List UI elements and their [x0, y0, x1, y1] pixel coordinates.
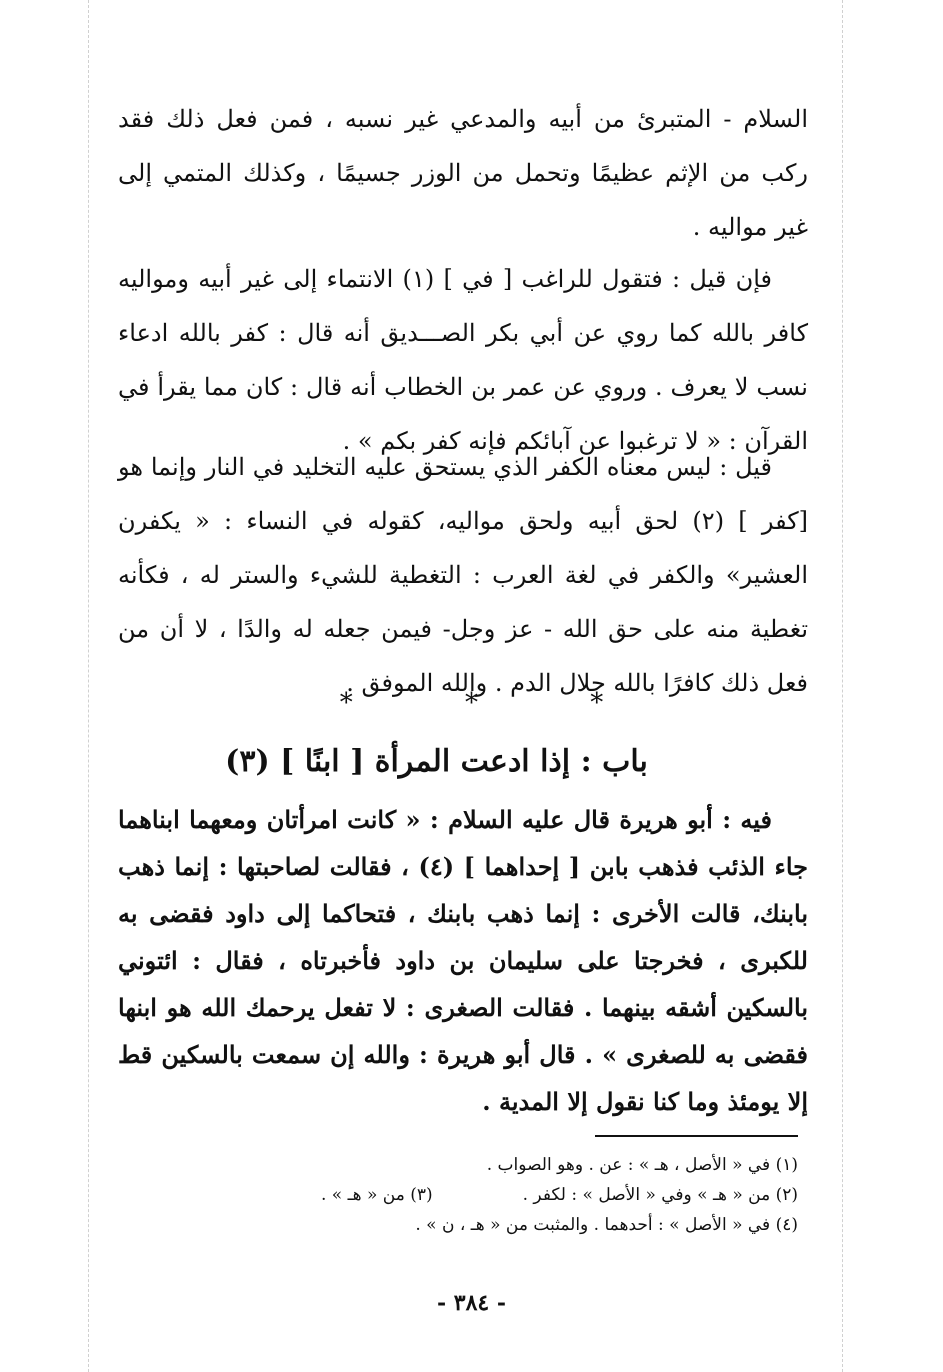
- footnote-rule: [595, 1135, 798, 1137]
- footnote-2: (٢) من « هـ » وفي « الأصل » : لكفر .: [522, 1185, 798, 1205]
- footnote-4: (٤) في « الأصل » : أحدهما . والمثبت من « هـ ، ن » .: [415, 1215, 798, 1235]
- footnotes: [118, 1150, 798, 1240]
- crop-line-right: [842, 0, 843, 1372]
- page-number: - ٣٨٤ -: [436, 1290, 507, 1316]
- section-separator: * * *: [339, 688, 656, 718]
- paragraph-2: فإن قيل : فتقول للراغب [ في ] (١) الانتماء إلى غير أبيه ومواليه كافر بالله كما روي عن أبي بكر الصـــديق أنه قال : كفر بالله ادعاء نسب لا يعرف . وروي عن عمر بن الخطاب أنه قال : كان مما يقرأ في القرآن : « لا ترغبوا عن آبائكم فإنه كفر بكم » .: [118, 265, 808, 455]
- footnote-gap: [433, 1180, 523, 1210]
- footnote-3: (٣) من « هـ » .: [320, 1185, 433, 1205]
- footnote-row-2: [118, 1180, 798, 1210]
- paragraph-4: فيه : أبو هريرة قال عليه السلام : « كانت امرأتان ومعهما ابناهما جاء الذئب فذهب بابن [ إحداهما ] (٤) ، فقالت لصاحبتها : إنما ذهب بابنك، قالت الأخرى : إنما ذهب بابنك ، فتحاكما إلى داود فقضى به للكبرى ، فخرجتا على سليمان بن داود فأخبرتاه ، فقال : ائتوني بالسكين أشقه بينهما . فقالت الصغرى : لا تفعل يرحمك الله هو ابنها فقضى به للصغرى » . قال أبو هريرة : والله إن سمعت بالسكين قط إلا يومئذ وما كنا نقول إلا المدية .: [118, 805, 808, 1116]
- chapter-heading: باب : إذا ادعت المرأة [ ابنًا ] (٣): [225, 744, 648, 779]
- paragraph-1: السلام - المتبرئ من أبيه والمدعي غير نسبه ، فمن فعل ذلك فقد ركب من الإثم عظيمًا وتحمل من الوزر جسيمًا ، وكذلك المتمي إلى غير مواليه .: [118, 105, 808, 241]
- crop-line-left: [88, 0, 89, 1372]
- footnote-1: (١) في « الأصل ، هـ » : عن . وهو الصواب .: [486, 1155, 798, 1175]
- paragraph-3: قيل : ليس معناه الكفر الذي يستحق عليه التخليد في النار وإنما هو [كفر ] (٢) لحق أبيه ولحق مواليه، كقوله في النساء : « يكفرن العشير» والكفر في لغة العرب : التغطية للشيء والستر له ، فكأنه تغطية منه على حق الله - عز وجل- فيمن جعله له والدًا ، لا أن من فعل ذلك كافرًا بالله حلال الدم . والله الموفق .: [118, 453, 809, 697]
